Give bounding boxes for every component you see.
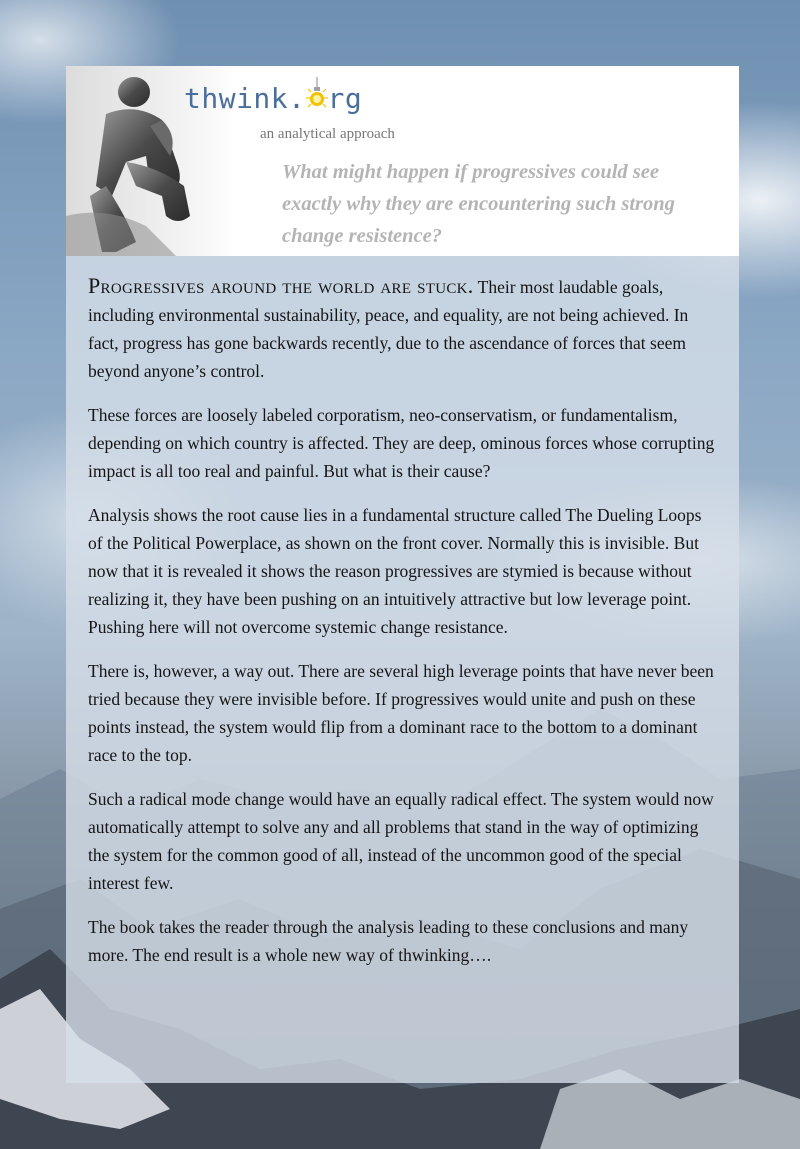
- paragraph-4: There is, however, a way out. There are several high leverage points that have never been tried because they were invisible before. If progressives would unite and push on these points instead, the system would flip from a dominant race to the bottom to a dominant race to the top.: [88, 661, 714, 765]
- thwink-logo[interactable]: [184, 82, 362, 115]
- lightbulb-icon: [306, 85, 328, 115]
- logo-text-end: rg: [327, 82, 363, 115]
- paragraph-3: Analysis shows the root cause lies in a fundamental structure called The Dueling Loops of the Political Powerplace, as shown on the front cover. Normally this is invisible. But now that it is revealed it shows the reason progressives are stymied is because without realizing it, they have been pushing on an intuitively attractive but low leverage point. Pushing here will not overcome systemic change resistance.: [88, 505, 702, 637]
- paragraph-1: [88, 272, 720, 385]
- paragraph-1-rest: Their most laudable goals, including environmental sustainability, peace, and equality, are not being achieved. In fact, progress has gone backwards recently, due to the ascendance of forces that seem beyond anyone’s control.: [88, 277, 689, 381]
- paragraph-2: These forces are loosely labeled corporatism, neo-conservatism, or fundamentalism, depending on which country is affected. They are deep, ominous forces whose corrupting impact is all too real and painful. But what is their cause?: [88, 405, 715, 481]
- header-banner: [66, 66, 739, 256]
- paragraph-5: Such a radical mode change would have an equally radical effect. The system would now automatically attempt to solve any and all problems that stand in the way of optimizing the system for the common good of all, instead of the uncommon good of the special interest few.: [88, 789, 714, 893]
- body-text: [88, 272, 720, 985]
- logo-text-start: thwink.: [184, 82, 306, 115]
- tagline: an analytical approach: [260, 126, 395, 142]
- content-panel: [66, 66, 739, 1083]
- paragraph-6: The book takes the reader through the analysis leading to these conclusions and many more. The end result is a whole new way of thwinking….: [88, 917, 689, 965]
- lead-phrase: Progressives around the world are stuck.: [88, 273, 474, 298]
- header-question: What might happen if progressives could see exactly why they are encountering such strong change resistence?: [282, 161, 675, 247]
